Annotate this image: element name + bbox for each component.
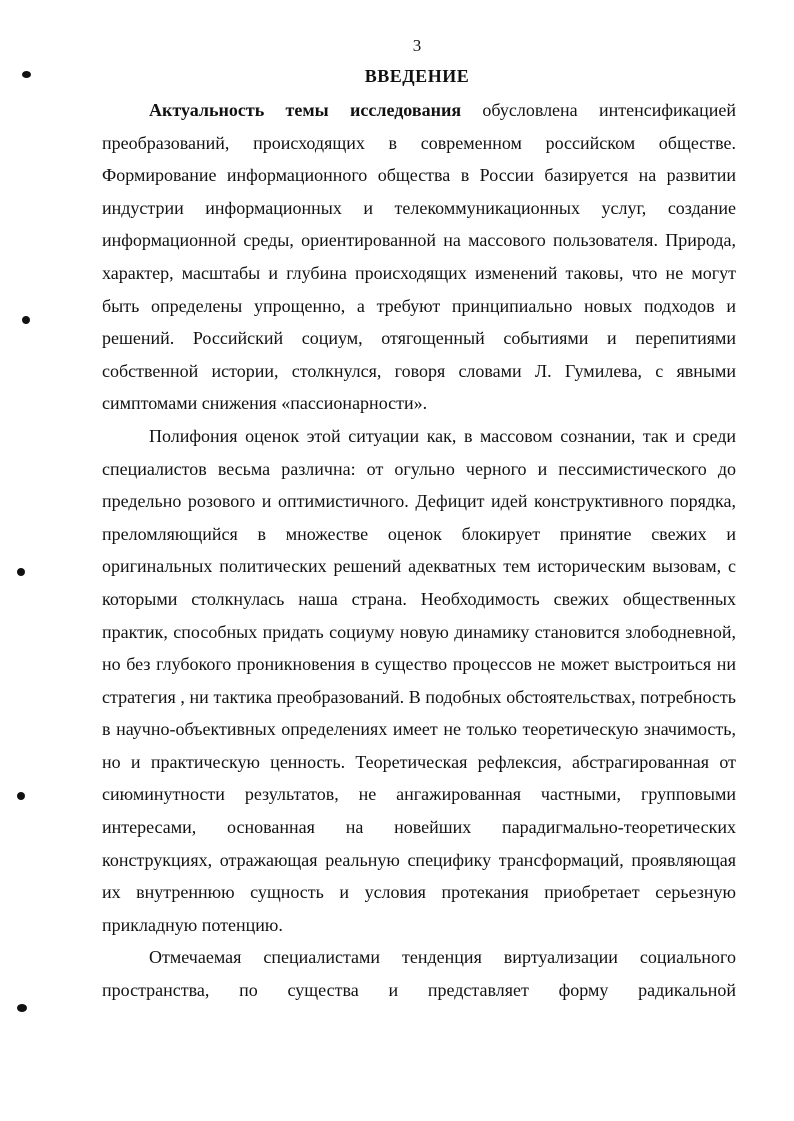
- paragraph-2-text: Полифония оценок этой ситуации как, в массовом сознании, так и среди специалистов весьма различна: от огульно черного и пессимистического до предельно розового и оптимистичного. Дефицит идей конструктивного порядка, преломляющийся в множестве оценок блокирует принятие свежих и оригинальных политических решений адекватных тем историческим вызовам, с которыми столкнулась наша страна. Необходимость свежих общественных практик, способных придать социуму новую динамику становится злободневной, но без глубокого проникновения в существо процессов не может выстроиться ни стратегия , ни тактика преобразований. В подобных обстоятельствах, потребность в научно-объективных определениях имеет не только теоретическую значимость, но и практическую ценность. Теоретическая рефлексия, абстрагированная от сиюминутности результатов, не ангажированная частными, групповыми интересами, основанная на новейших парадигмально-теоретических конструкциях, отражающая реальную специфику трансформаций, проявляющая их внутреннюю сущность и условия протекания приобретает серьезную прикладную потенцию.: [102, 425, 736, 935]
- paragraph-1-text: обусловлена интенсификацией преобразований, происходящих в современном российском обществе. Формирование информационного общества в России базируется на развитии индустрии информационных и телекоммуникационных услуг, создание информационной среды, ориентированной на массового пользователя. Природа, характер, масштабы и глубина происходящих изменений таковы, что не могут быть определены упрощенно, а требуют принципиально новых подходов и решений. Российский социум, отягощенный событиями и перепитиями собственной истории, столкнулся, говоря словами Л. Гумилева, с явными симптомами снижения «пассионарности».: [102, 100, 737, 414]
- page-number: 3: [412, 36, 422, 55]
- binder-hole-mark: [22, 71, 31, 78]
- paragraph-1-lead: Актуальность темы исследования: [149, 100, 462, 120]
- binder-hole-mark: [17, 1004, 27, 1012]
- document-body: [102, 94, 736, 1007]
- page-title: ВВЕДЕНИЕ: [364, 66, 470, 86]
- paragraph-3-text: Отмечаемая специалистами тенденция виртуализации социального пространства, по существа и представляет форму радикальной: [102, 947, 736, 1001]
- binder-hole-mark: [17, 568, 25, 576]
- paragraph-3: [102, 941, 736, 1006]
- paragraph-1: [102, 94, 736, 420]
- binder-hole-mark: [17, 792, 25, 800]
- paragraph-2: [102, 420, 736, 942]
- binder-hole-mark: [22, 316, 30, 324]
